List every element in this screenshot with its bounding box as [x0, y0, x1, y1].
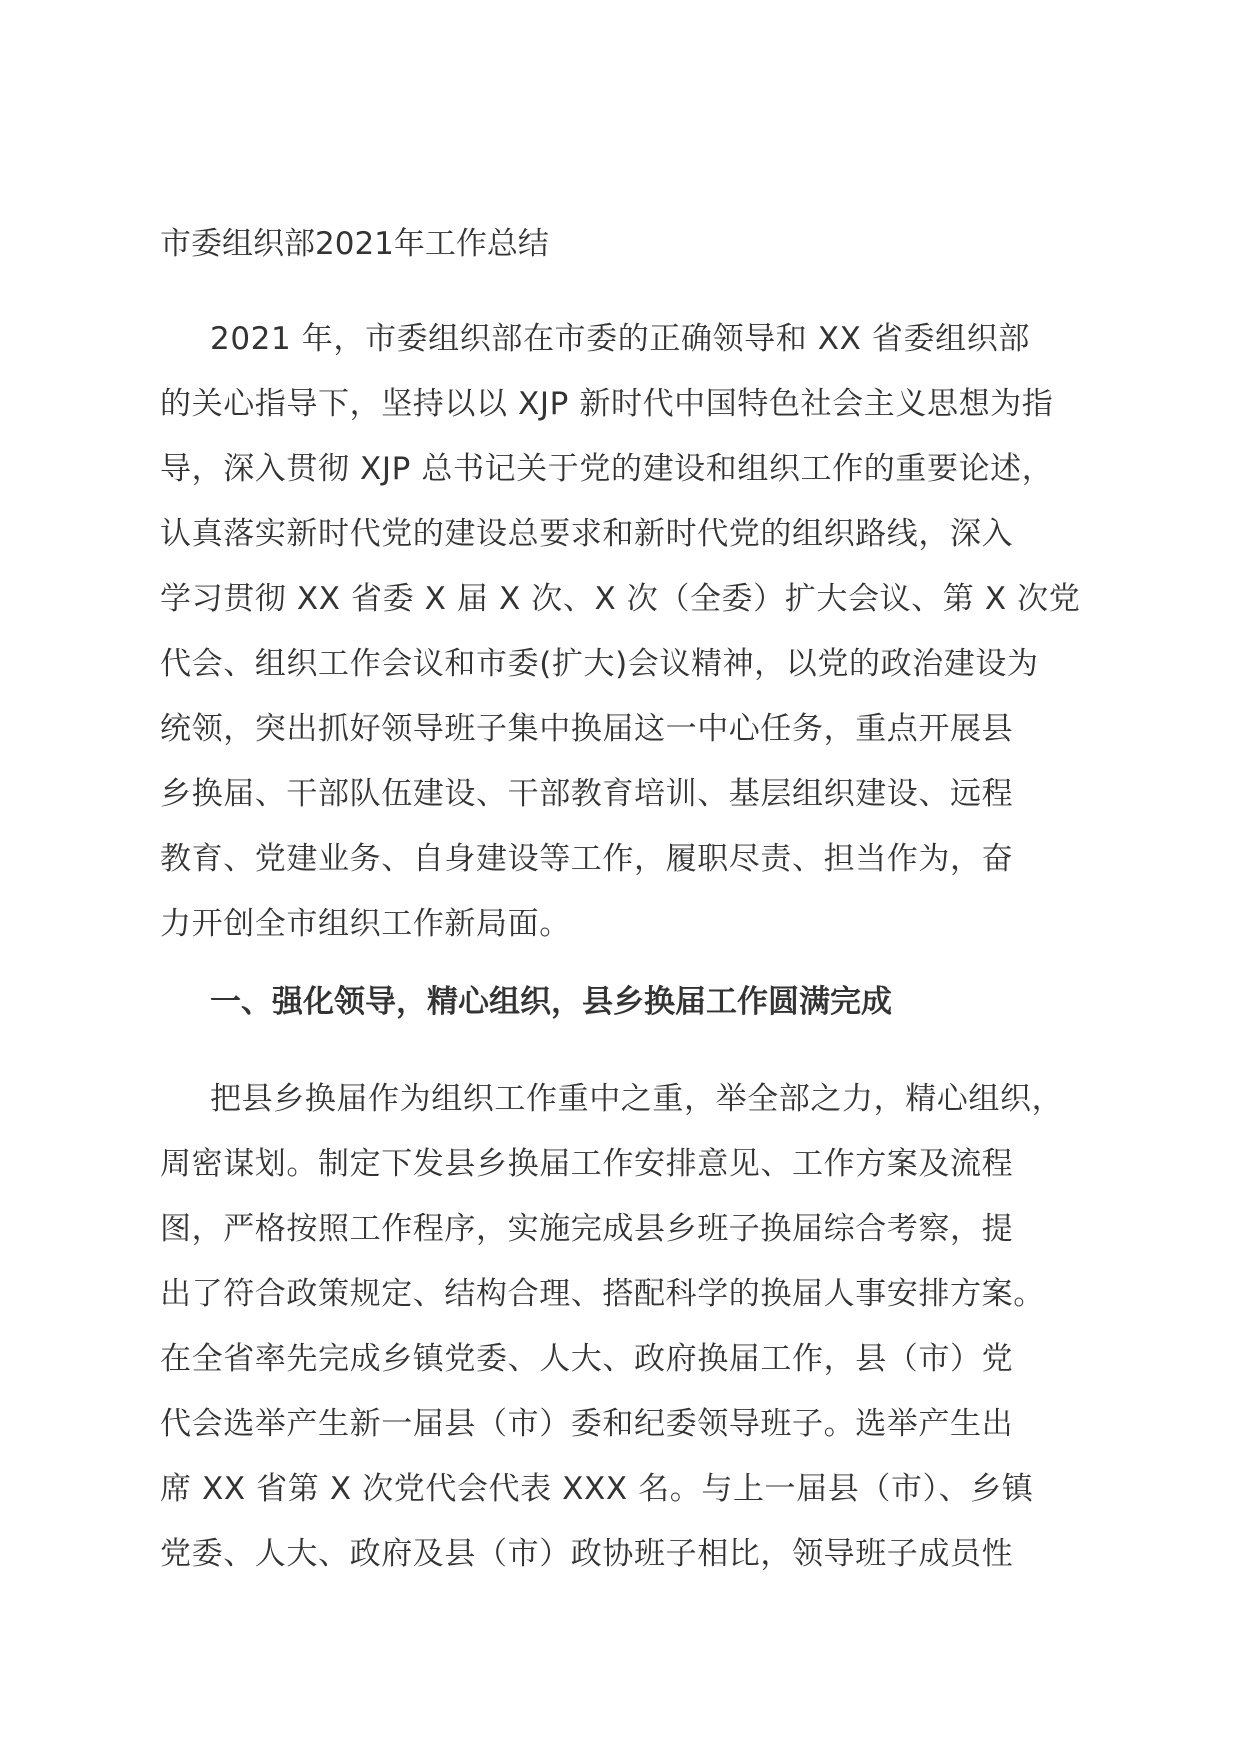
section-1-line: 出了符合政策规定、结构合理、搭配科学的换届人事安排方案。	[160, 1276, 1045, 1312]
intro-line: 认真落实新时代党的建设总要求和新时代党的组织路线，深入	[160, 516, 1014, 552]
section-1-line: 代会选举产生新一届县（市）委和纪委领导班子。选举产生出	[160, 1406, 1014, 1442]
section-1-line: 席 XX 省第 X 次党代会代表 XXX 名。与上一届县（市）、乡镇	[160, 1471, 1034, 1507]
section-1-heading: 一、强化领导，精心组织，县乡换届工作圆满完成	[210, 984, 892, 1020]
intro-line: 导，深入贯彻 XJP 总书记关于党的建设和组织工作的重要论述，	[160, 451, 1054, 487]
intro-line: 2021 年，市委组织部在市委的正确领导和 XX 省委组织部	[210, 321, 1030, 357]
section-1-line: 在全省率先完成乡镇党委、人大、政府换届工作，县（市）党	[160, 1341, 1014, 1377]
intro-line: 教育、党建业务、自身建设等工作，履职尽责、担当作为，奋	[160, 841, 1014, 877]
section-1-line: 党委、人大、政府及县（市）政协班子相比，领导班子成员性	[160, 1536, 1014, 1572]
section-1-paragraph	[160, 1067, 1120, 1587]
intro-line: 的关心指导下，坚持以以 XJP 新时代中国特色社会主义思想为指	[160, 386, 1054, 422]
document-title: 市委组织部2021年工作总结	[160, 226, 549, 262]
intro-line: 学习贯彻 XX 省委 X 届 X 次、X 次（全委）扩大会议、第 X 次党	[160, 581, 1081, 617]
intro-line: 乡换届、干部队伍建设、干部教育培训、基层组织建设、远程	[160, 776, 1014, 812]
section-1-line: 周密谋划。制定下发县乡换届工作安排意见、工作方案及流程	[160, 1146, 1014, 1182]
intro-line: 力开创全市组织工作新局面。	[160, 906, 571, 942]
intro-paragraph	[160, 307, 1120, 957]
section-1-line: 把县乡换届作为组织工作重中之重，举全部之力，精心组织，	[210, 1081, 1064, 1117]
intro-line: 统领，突出抓好领导班子集中换届这一中心任务，重点开展县	[160, 711, 1014, 747]
intro-line: 代会、组织工作会议和市委(扩大)会议精神，以党的政治建设为	[160, 646, 1039, 682]
section-1-line: 图，严格按照工作程序，实施完成县乡班子换届综合考察，提	[160, 1211, 1014, 1247]
